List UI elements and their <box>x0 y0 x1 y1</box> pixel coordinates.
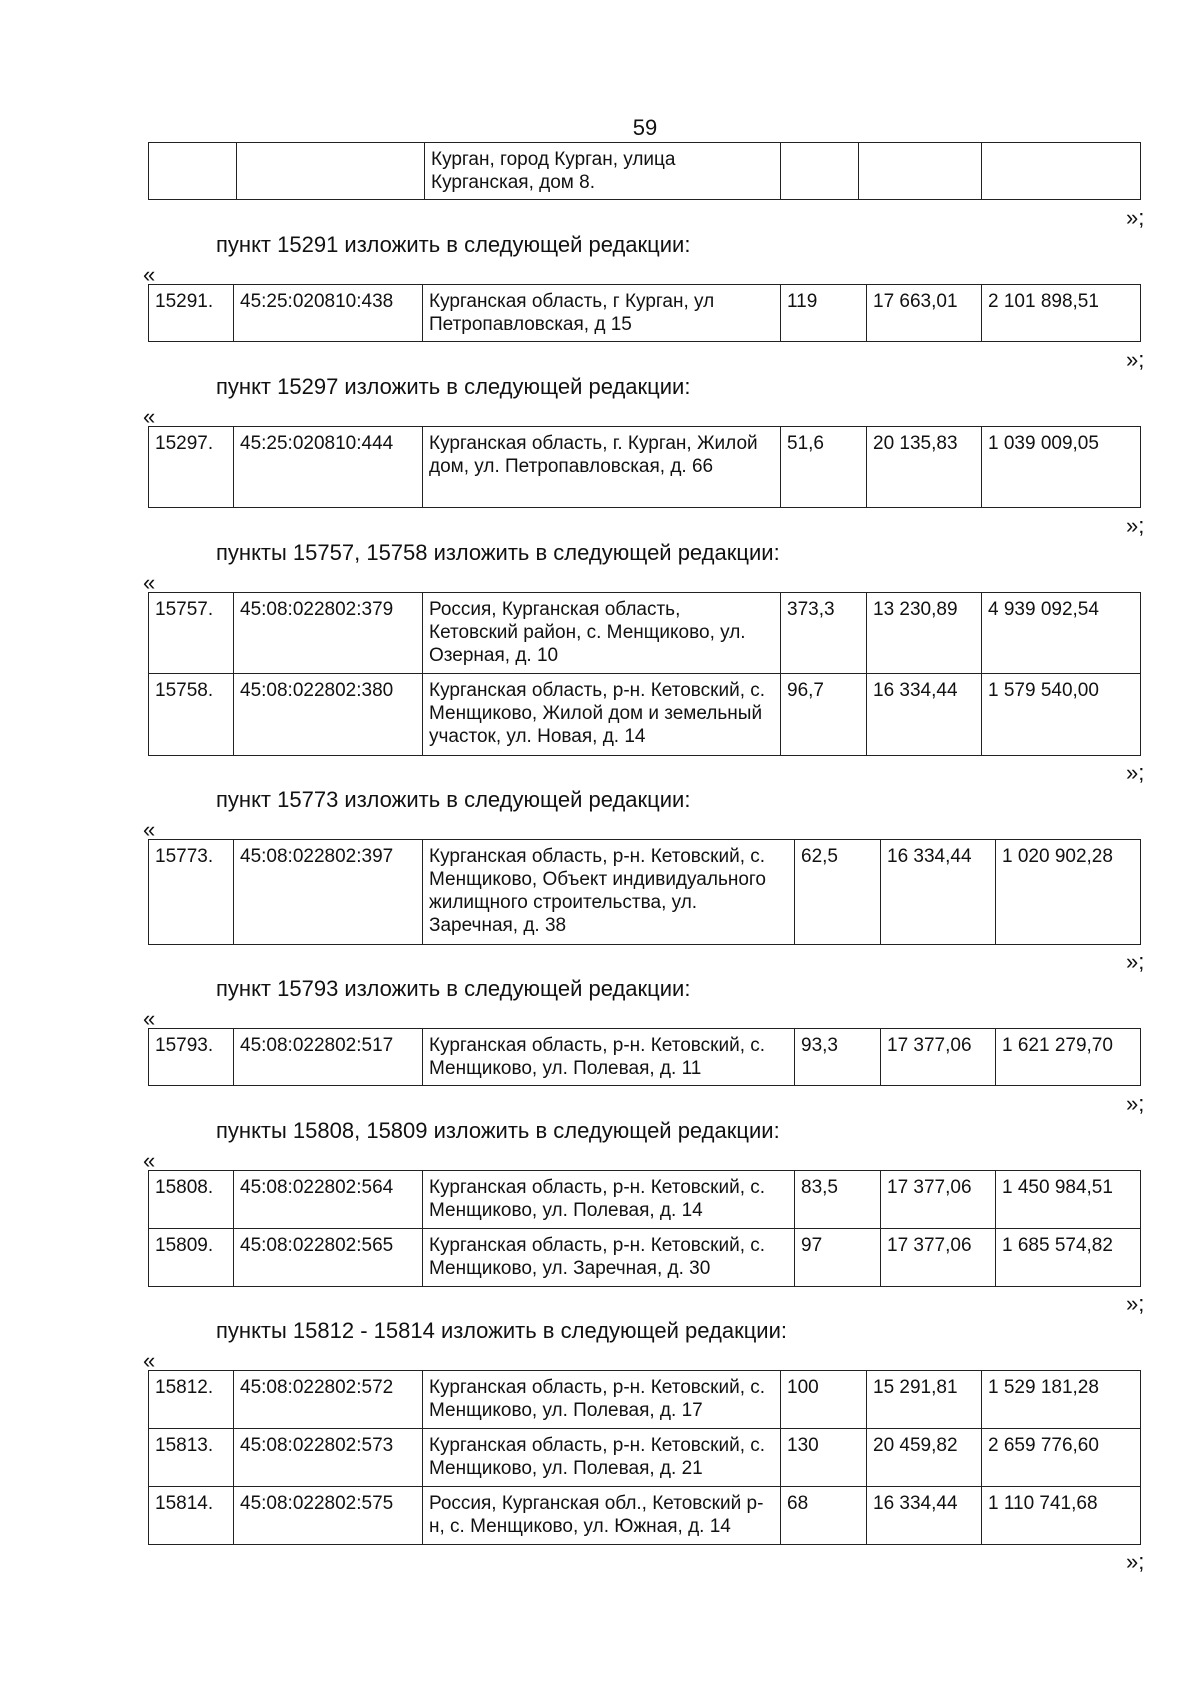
table-row <box>149 1229 1141 1287</box>
opening-quote: « <box>143 1006 156 1031</box>
record-table <box>148 284 1141 342</box>
cadastral-number-cell: 45:08:022802:380 <box>234 674 423 756</box>
record-table <box>148 1370 1141 1545</box>
address-cell: Курганская область, р-н. Кетовский, с. Менщиково, ул. Полевая, д. 17 <box>423 1371 781 1429</box>
opening-quote: « <box>143 1348 156 1373</box>
closing-quote: »; <box>1126 949 1145 974</box>
area-cell: 83,5 <box>795 1171 881 1229</box>
cadastral-number-cell: 45:08:022802:379 <box>234 593 423 674</box>
total-cell: 1 039 009,05 <box>982 427 1141 508</box>
amendment-instruction: пункты 15757, 15758 изложить в следующей редакции: <box>216 540 780 565</box>
price-cell: 16 334,44 <box>867 1487 982 1545</box>
amendment-instruction: пункт 15297 изложить в следующей редакции: <box>216 374 691 399</box>
row-number-cell: 15808. <box>149 1171 234 1229</box>
opening-quote: « <box>143 1148 156 1173</box>
table-row <box>149 674 1141 756</box>
address-cell: Курганская область, р-н. Кетовский, с. Менщиково, ул. Заречная, д. 30 <box>423 1229 795 1287</box>
cadastral-number-cell <box>237 143 425 200</box>
price-cell: 16 334,44 <box>881 840 996 945</box>
row-number-cell: 15297. <box>149 427 234 508</box>
closing-quote: »; <box>1126 1549 1145 1574</box>
closing-quote: »; <box>1126 205 1145 230</box>
price-cell: 17 663,01 <box>867 285 982 342</box>
row-number-cell: 15814. <box>149 1487 234 1545</box>
row-number-cell: 15758. <box>149 674 234 756</box>
area-cell: 62,5 <box>795 840 881 945</box>
table-row <box>149 1429 1141 1487</box>
total-cell: 1 685 574,82 <box>996 1229 1141 1287</box>
total-cell: 1 110 741,68 <box>982 1487 1141 1545</box>
row-number-cell: 15291. <box>149 285 234 342</box>
address-cell: Курганская область, р-н. Кетовский, с. Менщиково, ул. Полевая, д. 14 <box>423 1171 795 1229</box>
cadastral-number-cell: 45:08:022802:565 <box>234 1229 423 1287</box>
address-cell: Курганская область, г. Курган, Жилой дом, ул. Петропавловская, д. 66 <box>423 427 781 508</box>
address-cell: Россия, Курганская область, Кетовский район, с. Менщиково, ул. Озерная, д. 10 <box>423 593 781 674</box>
record-table <box>148 426 1141 508</box>
closing-quote: »; <box>1126 347 1145 372</box>
opening-quote: « <box>143 404 156 429</box>
address-cell: Курганская область, г Курган, ул Петропавловская, д 15 <box>423 285 781 342</box>
total-cell: 2 101 898,51 <box>982 285 1141 342</box>
address-cell: Курганская область, р-н. Кетовский, с. Менщиково, ул. Полевая, д. 21 <box>423 1429 781 1487</box>
total-cell: 4 939 092,54 <box>982 593 1141 674</box>
area-cell: 130 <box>781 1429 867 1487</box>
cadastral-number-cell: 45:08:022802:397 <box>234 840 423 945</box>
total-cell: 1 450 984,51 <box>996 1171 1141 1229</box>
amendment-instruction: пункты 15812 - 15814 изложить в следующей редакции: <box>216 1318 788 1343</box>
cadastral-number-cell: 45:08:022802:573 <box>234 1429 423 1487</box>
address-cell: Курган, город Курган, улица Курганская, дом 8. <box>425 143 781 200</box>
amendment-instruction: пункт 15793 изложить в следующей редакции: <box>216 976 691 1001</box>
amendment-instruction: пункт 15773 изложить в следующей редакции: <box>216 787 691 812</box>
closing-quote: »; <box>1126 760 1145 785</box>
price-cell: 16 334,44 <box>867 674 982 756</box>
row-number-cell <box>149 143 237 200</box>
total-cell: 1 621 279,70 <box>996 1029 1141 1086</box>
record-table <box>148 1170 1141 1287</box>
closing-quote: »; <box>1126 1291 1145 1316</box>
price-cell: 15 291,81 <box>867 1371 982 1429</box>
price-cell <box>859 143 982 200</box>
price-cell: 13 230,89 <box>867 593 982 674</box>
area-cell <box>781 143 859 200</box>
price-cell: 17 377,06 <box>881 1229 996 1287</box>
amendment-instruction: пункт 15291 изложить в следующей редакции: <box>216 232 691 257</box>
closing-quote: »; <box>1126 1091 1145 1116</box>
cadastral-number-cell: 45:08:022802:517 <box>234 1029 423 1086</box>
price-cell: 20 459,82 <box>867 1429 982 1487</box>
table-row <box>149 593 1141 674</box>
cadastral-number-cell: 45:25:020810:444 <box>234 427 423 508</box>
area-cell: 373,3 <box>781 593 867 674</box>
record-table <box>148 1028 1141 1086</box>
address-cell: Курганская область, р-н. Кетовский, с. Менщиково, Жилой дом и земельный участок, ул. Новая, д. 14 <box>423 674 781 756</box>
table-row <box>149 427 1141 508</box>
area-cell: 93,3 <box>795 1029 881 1086</box>
table-row <box>149 1029 1141 1086</box>
address-cell: Курганская область, р-н. Кетовский, с. Менщиково, ул. Полевая, д. 11 <box>423 1029 795 1086</box>
opening-quote: « <box>143 570 156 595</box>
total-cell <box>982 143 1141 200</box>
opening-quote: « <box>143 817 156 842</box>
record-table <box>148 839 1141 945</box>
row-number-cell: 15812. <box>149 1371 234 1429</box>
row-number-cell: 15757. <box>149 593 234 674</box>
row-number-cell: 15813. <box>149 1429 234 1487</box>
cadastral-number-cell: 45:08:022802:564 <box>234 1171 423 1229</box>
closing-quote: »; <box>1126 513 1145 538</box>
area-cell: 119 <box>781 285 867 342</box>
table-row <box>149 1171 1141 1229</box>
address-cell: Россия, Курганская обл., Кетовский р-н, с. Менщиково, ул. Южная, д. 14 <box>423 1487 781 1545</box>
total-cell: 1 579 540,00 <box>982 674 1141 756</box>
row-number-cell: 15773. <box>149 840 234 945</box>
address-cell: Курганская область, р-н. Кетовский, с. Менщиково, Объект индивидуального жилищного строительства, ул. Заречная, д. 38 <box>423 840 795 945</box>
price-cell: 20 135,83 <box>867 427 982 508</box>
row-number-cell: 15809. <box>149 1229 234 1287</box>
price-cell: 17 377,06 <box>881 1171 996 1229</box>
cadastral-number-cell: 45:08:022802:572 <box>234 1371 423 1429</box>
opening-quote: « <box>143 262 156 287</box>
record-table <box>148 142 1141 200</box>
area-cell: 51,6 <box>781 427 867 508</box>
row-number-cell: 15793. <box>149 1029 234 1086</box>
table-row <box>149 285 1141 342</box>
total-cell: 1 529 181,28 <box>982 1371 1141 1429</box>
table-row <box>149 1371 1141 1429</box>
table-row <box>149 1487 1141 1545</box>
area-cell: 100 <box>781 1371 867 1429</box>
price-cell: 17 377,06 <box>881 1029 996 1086</box>
area-cell: 68 <box>781 1487 867 1545</box>
amendment-instruction: пункты 15808, 15809 изложить в следующей редакции: <box>216 1118 780 1143</box>
table-row <box>149 840 1141 945</box>
cadastral-number-cell: 45:25:020810:438 <box>234 285 423 342</box>
area-cell: 96,7 <box>781 674 867 756</box>
page-number: 59 <box>632 115 658 140</box>
area-cell: 97 <box>795 1229 881 1287</box>
total-cell: 2 659 776,60 <box>982 1429 1141 1487</box>
cadastral-number-cell: 45:08:022802:575 <box>234 1487 423 1545</box>
record-table <box>148 592 1141 756</box>
table-row <box>149 143 1141 200</box>
total-cell: 1 020 902,28 <box>996 840 1141 945</box>
